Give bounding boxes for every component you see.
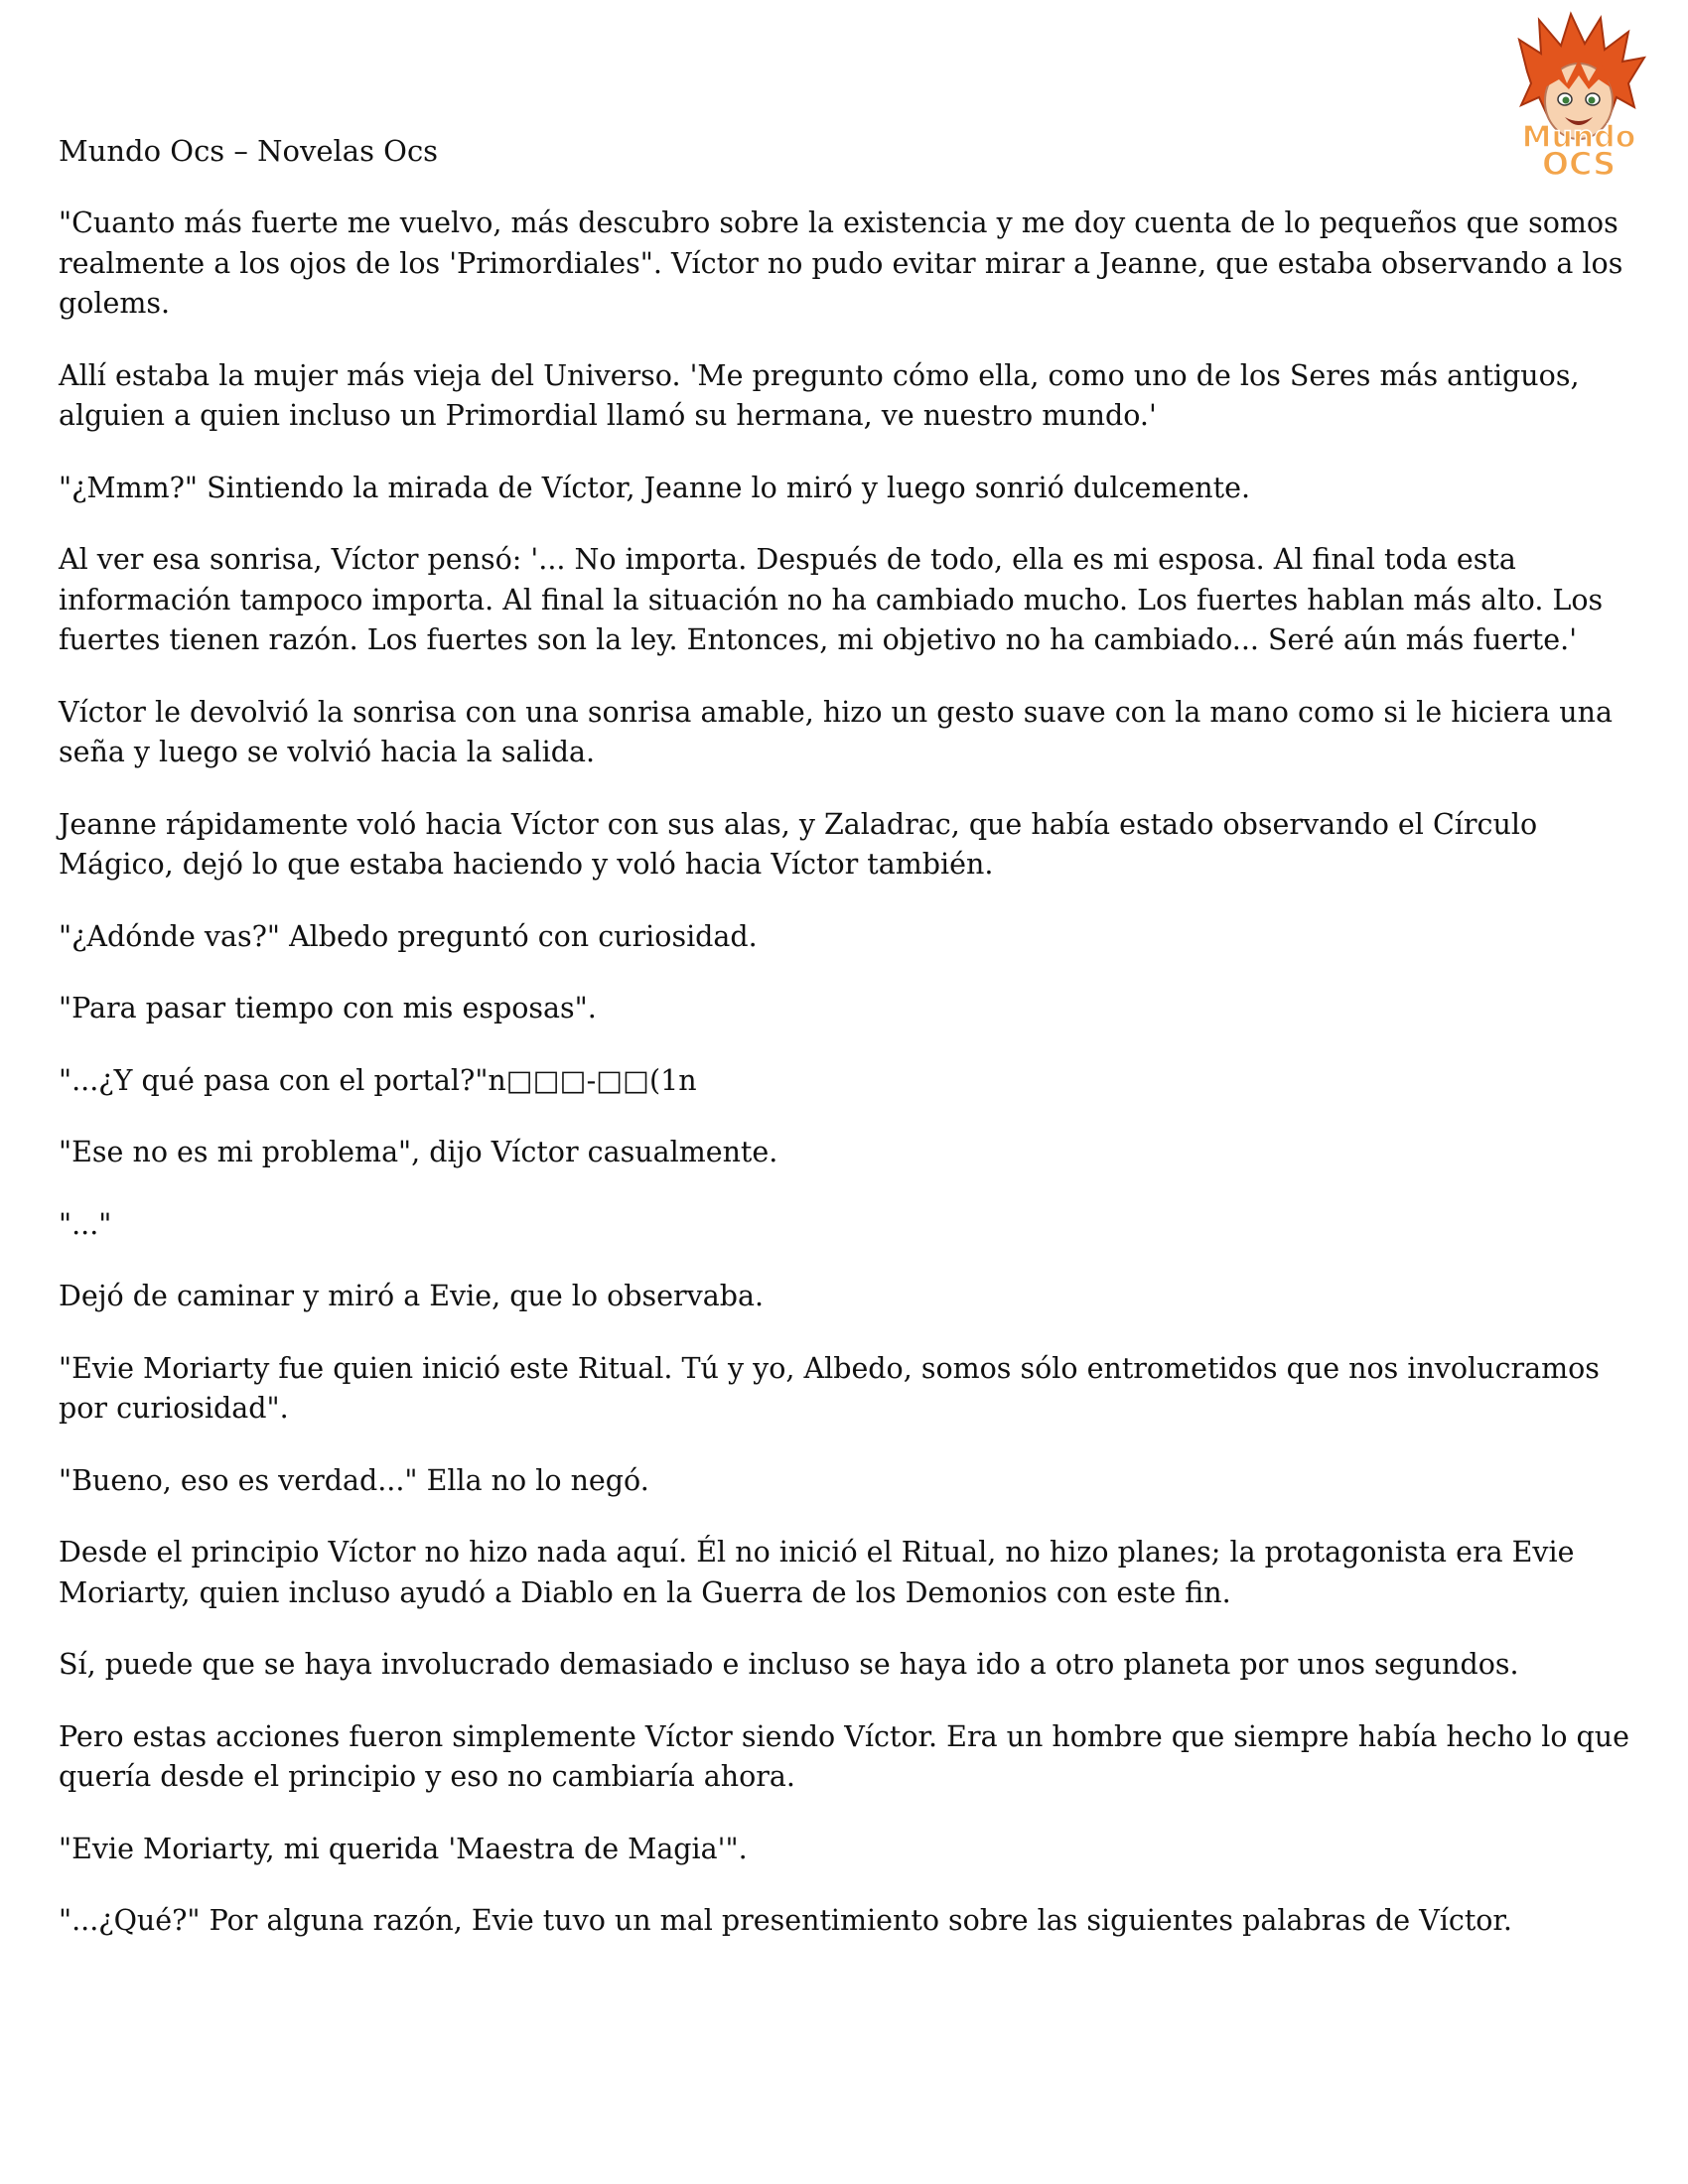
paragraph: "...¿Qué?" Por alguna razón, Evie tuvo un mal presentimiento sobre las siguientes palabras de Víctor. bbox=[59, 1904, 1512, 1937]
mundo-ocs-logo bbox=[1489, 10, 1668, 179]
paragraph: Pero estas acciones fueron simplemente Víctor siendo Víctor. Era un hombre que siempre había hecho lo que quería desde el principio y eso no cambiaría ahora. bbox=[59, 1719, 1630, 1793]
paragraph: "Cuanto más fuerte me vuelvo, más descubro sobre la existencia y me doy cuenta de lo pequeños que somos realmente a los ojos de los 'Primordiales". Víctor no pudo evitar mirar a Jeanne, que estaba observando a los golems. bbox=[59, 206, 1623, 320]
paragraph: "...¿Y qué pasa con el portal?"n□□□-□□(1n bbox=[59, 1063, 697, 1097]
page-header: Mundo Ocs – Novelas Ocs bbox=[59, 134, 439, 168]
paragraph: Allí estaba la mujer más vieja del Universo. 'Me pregunto cómo ella, como uno de los Seres más antiguos, alguien a quien incluso un Primordial llamó su hermana, ve nuestro mundo.' bbox=[59, 358, 1580, 432]
paragraph: "Para pasar tiempo con mis esposas". bbox=[59, 992, 597, 1024]
paragraph: Desde el principio Víctor no hizo nada aquí. Él no inició el Ritual, no hizo planes; la protagonista era Evie Moriarty, quien incluso ayudó a Diablo en la Guerra de los Demonios con este fin. bbox=[59, 1536, 1575, 1609]
logo-text-line1: Mundo bbox=[1521, 120, 1636, 155]
paragraph: Al ver esa sonrisa, Víctor pensó: '... No importa. Después de todo, ella es mi esposa. Al final toda esta información tampoco importa. Al final la situación no ha cambiado mucho. Los fuertes hablan más alto. Los fuertes tienen razón. Los fuertes son la ley. Entonces, mi objetivo no ha cambiado... Seré aún más fuerte.' bbox=[59, 543, 1604, 656]
paragraph: "¿Adónde vas?" Albedo preguntó con curiosidad. bbox=[59, 919, 758, 953]
paragraph: "Ese no es mi problema", dijo Víctor casualmente. bbox=[59, 1136, 778, 1168]
logo-text-line2: OCS bbox=[1541, 145, 1617, 179]
paragraph: Sí, puede que se haya involucrado demasiado e incluso se haya ido a otro planeta por unos segundos. bbox=[59, 1648, 1519, 1681]
paragraph: Dejó de caminar y miró a Evie, que lo observaba. bbox=[59, 1280, 765, 1312]
paragraph: "¿Mmm?" Sintiendo la mirada de Víctor, Jeanne lo miró y luego sonrió dulcemente. bbox=[59, 471, 1251, 504]
paragraph: "Evie Moriarty, mi querida 'Maestra de Magia'". bbox=[59, 1832, 748, 1865]
paragraph: "..." bbox=[59, 1207, 112, 1241]
paragraph: "Evie Moriarty fue quien inició este Ritual. Tú y yo, Albedo, somos sólo entrometidos que nos involucramos por curiosidad". bbox=[59, 1351, 1600, 1425]
paragraph: Jeanne rápidamente voló hacia Víctor con sus alas, y Zaladrac, que había estado observando el Círculo Mágico, dejó lo que estaba haciendo y voló hacia Víctor también. bbox=[59, 807, 1538, 881]
document-body bbox=[59, 204, 1647, 1974]
paragraph: Víctor le devolvió la sonrisa con una sonrisa amable, hizo un gesto suave con la mano como si le hiciera una seña y luego se volvió hacia la salida. bbox=[59, 695, 1613, 768]
paragraph: "Bueno, eso es verdad..." Ella no lo negó. bbox=[59, 1463, 649, 1497]
